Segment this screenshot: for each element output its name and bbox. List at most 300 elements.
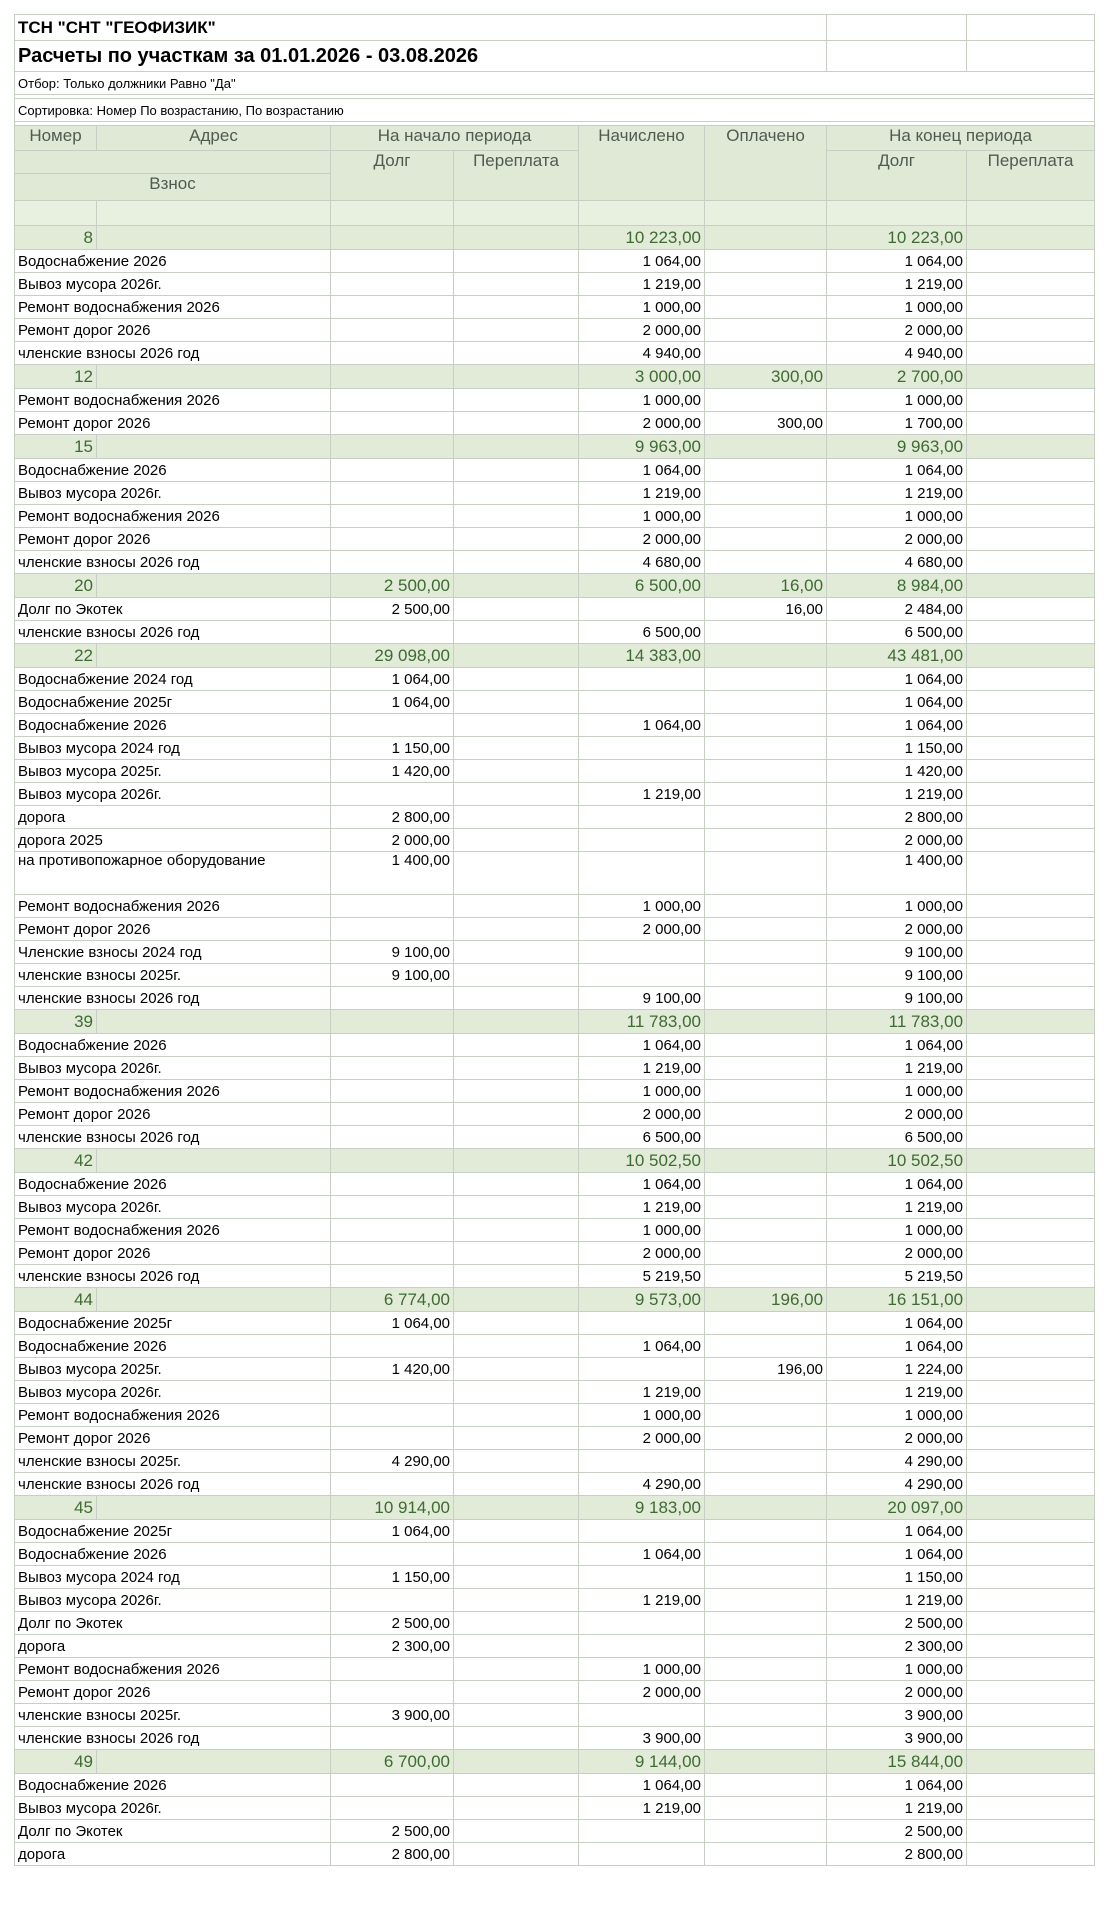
fee-start-debt bbox=[331, 895, 454, 918]
fee-name: Водоснабжение 2024 год bbox=[15, 668, 331, 691]
fee-row bbox=[15, 668, 1095, 691]
fee-paid bbox=[705, 250, 827, 273]
fee-start-debt bbox=[331, 1034, 454, 1057]
group-start-debt bbox=[331, 226, 454, 250]
fee-start-overpay bbox=[454, 1404, 579, 1427]
group-end-overpay bbox=[967, 365, 1095, 389]
fee-end-overpay bbox=[967, 1057, 1095, 1080]
fee-paid bbox=[705, 714, 827, 737]
fee-name: Водоснабжение 2026 bbox=[15, 1034, 331, 1057]
fee-row bbox=[15, 852, 1095, 895]
group-paid bbox=[705, 1750, 827, 1774]
group-charged: 9 183,00 bbox=[579, 1496, 705, 1520]
fee-paid: 196,00 bbox=[705, 1358, 827, 1381]
group-start-debt: 10 914,00 bbox=[331, 1496, 454, 1520]
fee-paid bbox=[705, 1473, 827, 1496]
fee-row bbox=[15, 1450, 1095, 1473]
fee-end-overpay bbox=[967, 760, 1095, 783]
fee-end-debt: 1 000,00 bbox=[827, 895, 967, 918]
fee-start-debt bbox=[331, 1335, 454, 1358]
plot-group-row bbox=[15, 1750, 1095, 1774]
fee-row bbox=[15, 505, 1095, 528]
fee-row bbox=[15, 621, 1095, 644]
header-fee: Взнос bbox=[15, 174, 331, 201]
fee-name: членские взносы 2025г. bbox=[15, 964, 331, 987]
fee-row bbox=[15, 1473, 1095, 1496]
fee-start-debt bbox=[331, 250, 454, 273]
fee-row bbox=[15, 1727, 1095, 1750]
fee-end-overpay bbox=[967, 1427, 1095, 1450]
fee-paid bbox=[705, 1658, 827, 1681]
fee-charged: 1 000,00 bbox=[579, 1658, 705, 1681]
header-end-debt: Долг bbox=[827, 151, 967, 201]
header-paid: Оплачено bbox=[705, 126, 827, 201]
fee-end-debt: 2 000,00 bbox=[827, 1103, 967, 1126]
fee-start-overpay bbox=[454, 1173, 579, 1196]
fee-row bbox=[15, 737, 1095, 760]
fee-row bbox=[15, 482, 1095, 505]
fee-start-debt bbox=[331, 273, 454, 296]
fee-name: Долг по Экотек bbox=[15, 1612, 331, 1635]
fee-paid bbox=[705, 1265, 827, 1288]
header-start-period: На начало периода bbox=[331, 126, 579, 151]
fee-start-debt: 2 800,00 bbox=[331, 1843, 454, 1866]
fee-start-overpay bbox=[454, 1820, 579, 1843]
plot-group-row bbox=[15, 1010, 1095, 1034]
fee-start-debt bbox=[331, 1219, 454, 1242]
fee-paid bbox=[705, 1797, 827, 1820]
group-charged: 11 783,00 bbox=[579, 1010, 705, 1034]
plot-number: 49 bbox=[15, 1750, 97, 1774]
fee-end-overpay bbox=[967, 1704, 1095, 1727]
fee-name: Ремонт дорог 2026 bbox=[15, 1242, 331, 1265]
fee-end-overpay bbox=[967, 1335, 1095, 1358]
fee-start-debt: 1 420,00 bbox=[331, 760, 454, 783]
fee-end-debt: 2 000,00 bbox=[827, 1427, 967, 1450]
fee-start-debt: 1 064,00 bbox=[331, 1520, 454, 1543]
plot-group-row bbox=[15, 1149, 1095, 1173]
fee-charged bbox=[579, 1566, 705, 1589]
fee-paid bbox=[705, 1843, 827, 1866]
fee-paid bbox=[705, 1080, 827, 1103]
fee-name: Ремонт водоснабжения 2026 bbox=[15, 1080, 331, 1103]
group-charged: 9 144,00 bbox=[579, 1750, 705, 1774]
fee-charged: 5 219,50 bbox=[579, 1265, 705, 1288]
header-address: Адрес bbox=[97, 126, 331, 151]
fee-end-debt: 1 219,00 bbox=[827, 273, 967, 296]
fee-start-overpay bbox=[454, 459, 579, 482]
fee-name: Водоснабжение 2026 bbox=[15, 1335, 331, 1358]
group-end-overpay bbox=[967, 1288, 1095, 1312]
fee-name: Водоснабжение 2025г bbox=[15, 1312, 331, 1335]
fee-charged: 1 000,00 bbox=[579, 1080, 705, 1103]
fee-end-overpay bbox=[967, 895, 1095, 918]
fee-name: членские взносы 2025г. bbox=[15, 1450, 331, 1473]
group-charged: 14 383,00 bbox=[579, 644, 705, 668]
fee-row bbox=[15, 895, 1095, 918]
fee-start-overpay bbox=[454, 1427, 579, 1450]
group-end-debt: 2 700,00 bbox=[827, 365, 967, 389]
fee-paid bbox=[705, 1219, 827, 1242]
fee-paid bbox=[705, 737, 827, 760]
group-end-debt: 10 223,00 bbox=[827, 226, 967, 250]
fee-charged: 1 000,00 bbox=[579, 505, 705, 528]
fee-name: Членские взносы 2024 год bbox=[15, 941, 331, 964]
fee-end-debt: 2 800,00 bbox=[827, 806, 967, 829]
fee-start-overpay bbox=[454, 1080, 579, 1103]
fee-start-debt: 9 100,00 bbox=[331, 964, 454, 987]
fee-paid bbox=[705, 806, 827, 829]
fee-start-debt bbox=[331, 482, 454, 505]
plot-address bbox=[97, 1288, 331, 1312]
fee-start-debt bbox=[331, 1404, 454, 1427]
fee-start-overpay bbox=[454, 1566, 579, 1589]
fee-start-debt: 2 800,00 bbox=[331, 806, 454, 829]
fee-start-debt: 4 290,00 bbox=[331, 1450, 454, 1473]
fee-start-overpay bbox=[454, 668, 579, 691]
fee-row bbox=[15, 1543, 1095, 1566]
fee-start-overpay bbox=[454, 296, 579, 319]
fee-row bbox=[15, 1265, 1095, 1288]
fee-start-overpay bbox=[454, 760, 579, 783]
fee-end-debt: 1 000,00 bbox=[827, 1219, 967, 1242]
fee-end-overpay bbox=[967, 1450, 1095, 1473]
fee-start-overpay bbox=[454, 1196, 579, 1219]
fee-start-overpay bbox=[454, 342, 579, 365]
header-number: Номер bbox=[15, 126, 97, 151]
fee-start-overpay bbox=[454, 1658, 579, 1681]
fee-paid bbox=[705, 342, 827, 365]
fee-start-overpay bbox=[454, 598, 579, 621]
fee-row bbox=[15, 1774, 1095, 1797]
fee-end-overpay bbox=[967, 1635, 1095, 1658]
fee-charged: 1 064,00 bbox=[579, 1335, 705, 1358]
fee-paid bbox=[705, 1681, 827, 1704]
fee-start-debt bbox=[331, 1242, 454, 1265]
group-start-debt bbox=[331, 365, 454, 389]
fee-start-overpay bbox=[454, 829, 579, 852]
fee-start-overpay bbox=[454, 621, 579, 644]
fee-start-debt bbox=[331, 412, 454, 435]
fee-start-debt: 1 400,00 bbox=[331, 852, 454, 895]
fee-paid bbox=[705, 1196, 827, 1219]
fee-end-overpay bbox=[967, 1658, 1095, 1681]
fee-charged bbox=[579, 1612, 705, 1635]
fee-name: членские взносы 2026 год bbox=[15, 1727, 331, 1750]
fee-end-overpay bbox=[967, 389, 1095, 412]
fee-paid bbox=[705, 459, 827, 482]
fee-end-overpay bbox=[967, 621, 1095, 644]
fee-start-overpay bbox=[454, 714, 579, 737]
fee-end-debt: 1 064,00 bbox=[827, 1774, 967, 1797]
fee-end-debt: 1 700,00 bbox=[827, 412, 967, 435]
group-end-overpay bbox=[967, 644, 1095, 668]
fee-start-debt bbox=[331, 389, 454, 412]
fee-row bbox=[15, 412, 1095, 435]
fee-row bbox=[15, 551, 1095, 574]
plot-number: 15 bbox=[15, 435, 97, 459]
fee-end-overpay bbox=[967, 598, 1095, 621]
fee-end-overpay bbox=[967, 1126, 1095, 1149]
fee-end-overpay bbox=[967, 296, 1095, 319]
report-sheet bbox=[14, 14, 1094, 1866]
fee-end-debt: 5 219,50 bbox=[827, 1265, 967, 1288]
fee-end-debt: 1 219,00 bbox=[827, 1589, 967, 1612]
fee-row bbox=[15, 714, 1095, 737]
fee-row bbox=[15, 1103, 1095, 1126]
fee-end-overpay bbox=[967, 737, 1095, 760]
group-charged: 10 223,00 bbox=[579, 226, 705, 250]
fee-end-debt: 1 064,00 bbox=[827, 1173, 967, 1196]
fee-name: Водоснабжение 2026 bbox=[15, 1543, 331, 1566]
fee-start-overpay bbox=[454, 1543, 579, 1566]
fee-end-overpay bbox=[967, 806, 1095, 829]
fee-end-debt: 1 000,00 bbox=[827, 389, 967, 412]
fee-row bbox=[15, 1381, 1095, 1404]
fee-start-debt bbox=[331, 1173, 454, 1196]
fee-charged: 2 000,00 bbox=[579, 1103, 705, 1126]
fee-charged: 4 680,00 bbox=[579, 551, 705, 574]
fee-row bbox=[15, 806, 1095, 829]
fee-end-overpay bbox=[967, 852, 1095, 895]
fee-end-debt: 4 290,00 bbox=[827, 1450, 967, 1473]
fee-name: Водоснабжение 2026 bbox=[15, 459, 331, 482]
fee-row bbox=[15, 1566, 1095, 1589]
fee-start-overpay bbox=[454, 1265, 579, 1288]
plot-group-row bbox=[15, 574, 1095, 598]
group-start-debt bbox=[331, 1149, 454, 1173]
fee-paid bbox=[705, 1034, 827, 1057]
group-start-overpay bbox=[454, 435, 579, 459]
fee-end-debt: 4 940,00 bbox=[827, 342, 967, 365]
group-end-overpay bbox=[967, 574, 1095, 598]
fee-start-overpay bbox=[454, 1358, 579, 1381]
fee-paid bbox=[705, 852, 827, 895]
fee-end-overpay bbox=[967, 1242, 1095, 1265]
fee-start-debt bbox=[331, 1265, 454, 1288]
group-charged: 9 573,00 bbox=[579, 1288, 705, 1312]
fee-paid bbox=[705, 1404, 827, 1427]
fee-end-debt: 1 219,00 bbox=[827, 482, 967, 505]
plot-number: 45 bbox=[15, 1496, 97, 1520]
fee-end-debt: 1 064,00 bbox=[827, 459, 967, 482]
fee-name: членские взносы 2026 год bbox=[15, 1473, 331, 1496]
fee-charged: 1 000,00 bbox=[579, 296, 705, 319]
fee-name: Ремонт дорог 2026 bbox=[15, 1681, 331, 1704]
sort-line: Сортировка: Номер По возрастанию, По возрастанию bbox=[15, 99, 1095, 122]
fee-end-debt: 1 219,00 bbox=[827, 1057, 967, 1080]
fee-charged bbox=[579, 1312, 705, 1335]
fee-end-debt: 2 000,00 bbox=[827, 829, 967, 852]
fee-charged bbox=[579, 1704, 705, 1727]
fee-end-debt: 2 800,00 bbox=[827, 1843, 967, 1866]
fee-end-overpay bbox=[967, 668, 1095, 691]
fee-start-overpay bbox=[454, 1103, 579, 1126]
group-paid: 300,00 bbox=[705, 365, 827, 389]
fee-start-overpay bbox=[454, 1774, 579, 1797]
fee-charged bbox=[579, 1450, 705, 1473]
fee-row bbox=[15, 1196, 1095, 1219]
fee-end-debt: 6 500,00 bbox=[827, 621, 967, 644]
fee-name: членские взносы 2026 год bbox=[15, 987, 331, 1010]
fee-end-debt: 1 219,00 bbox=[827, 783, 967, 806]
fee-paid bbox=[705, 668, 827, 691]
fee-end-overpay bbox=[967, 1797, 1095, 1820]
group-charged: 9 963,00 bbox=[579, 435, 705, 459]
fee-end-debt: 1 064,00 bbox=[827, 1543, 967, 1566]
group-paid bbox=[705, 226, 827, 250]
fee-end-overpay bbox=[967, 987, 1095, 1010]
fee-row bbox=[15, 1080, 1095, 1103]
fee-end-overpay bbox=[967, 1612, 1095, 1635]
fee-paid bbox=[705, 1543, 827, 1566]
fee-end-overpay bbox=[967, 551, 1095, 574]
fee-end-debt: 4 680,00 bbox=[827, 551, 967, 574]
fee-start-overpay bbox=[454, 1704, 579, 1727]
fee-end-overpay bbox=[967, 1843, 1095, 1866]
fee-start-debt bbox=[331, 1473, 454, 1496]
fee-end-debt: 1 150,00 bbox=[827, 1566, 967, 1589]
fee-row bbox=[15, 1612, 1095, 1635]
plot-group-row bbox=[15, 226, 1095, 250]
fee-name: Ремонт дорог 2026 bbox=[15, 1103, 331, 1126]
fee-end-debt: 2 300,00 bbox=[827, 1635, 967, 1658]
fee-row bbox=[15, 1635, 1095, 1658]
fee-start-overpay bbox=[454, 964, 579, 987]
fee-name: дорога bbox=[15, 1843, 331, 1866]
group-paid bbox=[705, 1149, 827, 1173]
fee-start-overpay bbox=[454, 1589, 579, 1612]
header-start-overpay: Переплата bbox=[454, 151, 579, 201]
fee-paid bbox=[705, 895, 827, 918]
fee-row bbox=[15, 760, 1095, 783]
fee-name: Ремонт водоснабжения 2026 bbox=[15, 296, 331, 319]
fee-end-debt: 1 064,00 bbox=[827, 668, 967, 691]
fee-start-overpay bbox=[454, 1381, 579, 1404]
fee-start-debt bbox=[331, 551, 454, 574]
fee-start-debt bbox=[331, 459, 454, 482]
fee-paid bbox=[705, 941, 827, 964]
fee-start-debt: 1 420,00 bbox=[331, 1358, 454, 1381]
fee-charged bbox=[579, 964, 705, 987]
fee-paid bbox=[705, 482, 827, 505]
fee-charged: 1 000,00 bbox=[579, 389, 705, 412]
fee-start-debt bbox=[331, 1381, 454, 1404]
group-start-overpay bbox=[454, 1750, 579, 1774]
fee-paid bbox=[705, 1126, 827, 1149]
fee-end-debt: 2 000,00 bbox=[827, 1242, 967, 1265]
fee-end-overpay bbox=[967, 1219, 1095, 1242]
fee-row bbox=[15, 691, 1095, 714]
report-title: Расчеты по участкам за 01.01.2026 - 03.08.2026 bbox=[15, 41, 827, 72]
group-paid bbox=[705, 644, 827, 668]
fee-charged: 2 000,00 bbox=[579, 528, 705, 551]
fee-name: Водоснабжение 2026 bbox=[15, 250, 331, 273]
fee-end-overpay bbox=[967, 319, 1095, 342]
group-start-debt bbox=[331, 1010, 454, 1034]
fee-start-debt: 1 064,00 bbox=[331, 691, 454, 714]
fee-name: членские взносы 2026 год bbox=[15, 342, 331, 365]
fee-charged bbox=[579, 806, 705, 829]
fee-name: Водоснабжение 2026 bbox=[15, 1173, 331, 1196]
fee-paid bbox=[705, 829, 827, 852]
fee-row bbox=[15, 319, 1095, 342]
fee-name: Ремонт водоснабжения 2026 bbox=[15, 389, 331, 412]
fee-end-overpay bbox=[967, 1265, 1095, 1288]
fee-start-overpay bbox=[454, 941, 579, 964]
group-start-debt: 6 700,00 bbox=[331, 1750, 454, 1774]
group-start-debt bbox=[331, 435, 454, 459]
fee-start-overpay bbox=[454, 1057, 579, 1080]
fee-name: дорога 2025 bbox=[15, 829, 331, 852]
group-paid bbox=[705, 1010, 827, 1034]
group-start-overpay bbox=[454, 574, 579, 598]
fee-start-debt bbox=[331, 987, 454, 1010]
fee-start-debt bbox=[331, 1681, 454, 1704]
fee-start-overpay bbox=[454, 987, 579, 1010]
fee-start-overpay bbox=[454, 1242, 579, 1265]
fee-name: членские взносы 2026 год bbox=[15, 1126, 331, 1149]
fee-start-debt bbox=[331, 319, 454, 342]
fee-charged: 2 000,00 bbox=[579, 1681, 705, 1704]
fee-end-overpay bbox=[967, 250, 1095, 273]
fee-paid bbox=[705, 621, 827, 644]
group-end-debt: 11 783,00 bbox=[827, 1010, 967, 1034]
fee-start-debt bbox=[331, 621, 454, 644]
fee-name: Ремонт водоснабжения 2026 bbox=[15, 505, 331, 528]
fee-end-overpay bbox=[967, 459, 1095, 482]
group-charged: 3 000,00 bbox=[579, 365, 705, 389]
fee-end-overpay bbox=[967, 1381, 1095, 1404]
fee-row bbox=[15, 1126, 1095, 1149]
fee-end-debt: 2 500,00 bbox=[827, 1612, 967, 1635]
fee-start-debt: 9 100,00 bbox=[331, 941, 454, 964]
fee-name: Вывоз мусора 2025г. bbox=[15, 760, 331, 783]
group-paid: 196,00 bbox=[705, 1288, 827, 1312]
fee-end-debt: 2 000,00 bbox=[827, 1681, 967, 1704]
report-table bbox=[14, 14, 1095, 1866]
fee-charged bbox=[579, 941, 705, 964]
fee-charged: 9 100,00 bbox=[579, 987, 705, 1010]
fee-end-overpay bbox=[967, 412, 1095, 435]
fee-start-debt bbox=[331, 1727, 454, 1750]
plot-number: 44 bbox=[15, 1288, 97, 1312]
fee-name: на противопожарное оборудование bbox=[15, 852, 331, 895]
group-end-debt: 9 963,00 bbox=[827, 435, 967, 459]
fee-start-debt bbox=[331, 714, 454, 737]
fee-row bbox=[15, 273, 1095, 296]
fee-row bbox=[15, 829, 1095, 852]
fee-paid bbox=[705, 691, 827, 714]
group-end-debt: 20 097,00 bbox=[827, 1496, 967, 1520]
fee-paid bbox=[705, 987, 827, 1010]
fee-charged: 6 500,00 bbox=[579, 621, 705, 644]
fee-end-overpay bbox=[967, 273, 1095, 296]
fee-end-debt: 1 064,00 bbox=[827, 691, 967, 714]
group-start-overpay bbox=[454, 644, 579, 668]
fee-row bbox=[15, 1219, 1095, 1242]
fee-end-overpay bbox=[967, 691, 1095, 714]
fee-end-overpay bbox=[967, 964, 1095, 987]
fee-start-debt bbox=[331, 1080, 454, 1103]
group-start-debt: 6 774,00 bbox=[331, 1288, 454, 1312]
fee-start-debt bbox=[331, 1797, 454, 1820]
fee-row bbox=[15, 941, 1095, 964]
group-paid: 16,00 bbox=[705, 574, 827, 598]
fee-end-debt: 9 100,00 bbox=[827, 941, 967, 964]
fee-end-overpay bbox=[967, 1774, 1095, 1797]
fee-charged: 2 000,00 bbox=[579, 1242, 705, 1265]
